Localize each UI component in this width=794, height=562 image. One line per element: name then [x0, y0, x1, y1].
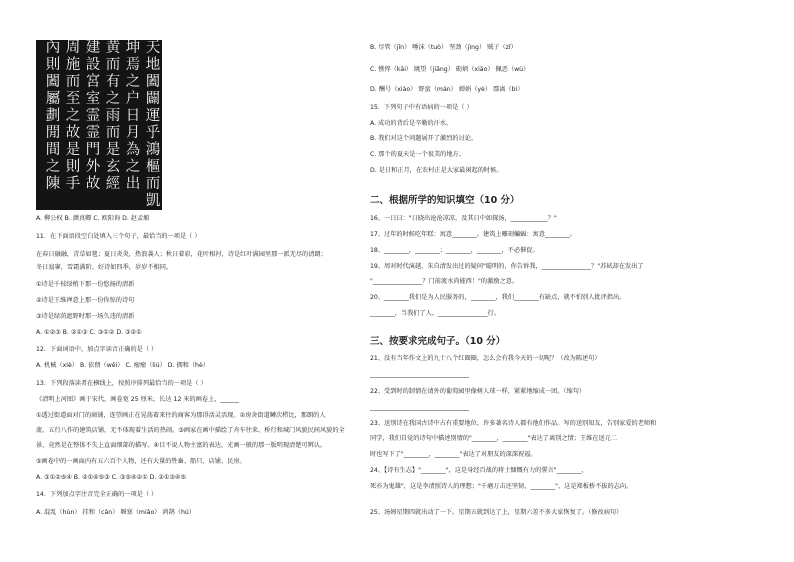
section-2-title: 二、根据所学的知识填空（10 分）	[370, 195, 520, 206]
calligraphy-char: 闔	[45, 74, 61, 90]
q10-options: A. 柳公权 B. 颜真卿 C. 欧阳询 D. 赵孟頫	[36, 215, 150, 222]
calligraphy-char: 則	[65, 159, 81, 175]
q15-option: C. 那个的夏天是一个很美的地方。	[370, 151, 465, 158]
calligraphy-char: 是	[65, 142, 81, 158]
calligraphy-column	[104, 40, 122, 210]
calligraphy-image	[36, 40, 162, 210]
calligraphy-column	[124, 40, 142, 210]
calligraphy-char: 玄	[105, 159, 121, 175]
question-text: 《清明上河图》画于宋代，画卷宽 25 厘米，长达 12 米的画卷上，______	[36, 396, 240, 403]
calligraphy-char: 月	[125, 125, 141, 141]
calligraphy-char: 之	[125, 159, 141, 175]
option-line: ①诗是千枝绿梢下那一份悠扬的清新	[36, 281, 135, 288]
q11-options: A. ①②③ B. ②①③ C. ③①② D. ③②①	[36, 329, 142, 336]
calligraphy-char: 設	[85, 57, 101, 73]
calligraphy-char: 闢	[145, 91, 161, 107]
calligraphy-char: 間	[45, 142, 61, 158]
question-22: 22、受到时的制情在请外的葡萄园里像树人球一样，紧紧地缩成一团。（缩句）	[370, 388, 586, 395]
calligraphy-char: 室	[85, 91, 101, 107]
calligraphy-char: 運	[145, 108, 161, 124]
calligraphy-char: 陳	[45, 176, 61, 192]
question-25: 25、汤姆星期四就出动了一下。星期五就到达了上，星期六差不多大家恢复了。（修改病句）	[370, 509, 623, 516]
calligraphy-char: 故	[85, 176, 101, 192]
option-line: ③诗是绿荫遮野时那一场久违的清新	[36, 313, 135, 320]
calligraphy-char: 之	[105, 91, 121, 107]
question-15: 15．下列句子中有语病的一项是（ ）	[370, 104, 473, 111]
question-11: 11．在下面语段空白处填入三个句子，最恰当的一项是（ ）	[36, 233, 201, 240]
question-text: ⑤画卷中的一画面内有五六百个人物，还有大量的牲畜、船只、店铺、民房。	[36, 458, 246, 465]
question-16: 16、一日曰："日晓出沧沧凉凉，及其日中如探汤，____________？"	[370, 215, 557, 222]
calligraphy-char: 宮	[85, 74, 101, 90]
calligraphy-char: 之	[65, 108, 81, 124]
calligraphy-char: 黄	[105, 40, 121, 56]
calligraphy-char: 內	[45, 40, 61, 56]
question-text: ________，当我们了人，________________行。	[370, 310, 500, 317]
calligraphy-char: 外	[85, 159, 101, 175]
calligraphy-char: 霊	[85, 125, 101, 141]
q15-option: D. 是日和正月，在农村正是大家最闲起的时候。	[370, 167, 503, 174]
question-21: 21、没有当年作文上的九十八个红圈圈，怎么会有我今天的一切呢？（改为陈述句）	[370, 355, 601, 362]
q14-option-d: D. 酬号（xiào） 野蛮（mán） 婵娟（yè） 鄢离（bì）	[370, 86, 524, 93]
calligraphy-char: 劃	[45, 108, 61, 124]
q13-options: A. ③①②⑤④ B. ②①④⑤③ C. ③⑤④②① D. ②①③④⑤	[36, 474, 187, 481]
question-text: 同学，我们自觉的诗句中描述别情的"________，________"表达了离别之情；王维在送元二	[370, 435, 618, 442]
calligraphy-char: 門	[85, 142, 101, 158]
question-text: 流、五行八作的建筑店铺，无不体现着生活的热闹。③画家在画中描绘了舟车往来、桥行和城门风貌民间风貌的全	[36, 427, 345, 434]
calligraphy-char: 闔	[145, 74, 161, 90]
question-text: "________________？门前流水尚能西！"的激励之意。	[370, 278, 519, 285]
calligraphy-char: 地	[145, 57, 161, 73]
calligraphy-char: 施	[65, 57, 81, 73]
question-text: 时也写下了"________，________"表达了对朋友的深深祝福。	[370, 451, 537, 458]
q15-option: A. 成功的背后是辛勤的汗水。	[370, 120, 453, 127]
calligraphy-char: 是	[105, 142, 121, 158]
answer-blank: ________________________________	[370, 371, 469, 378]
calligraphy-char: 手	[65, 176, 81, 192]
question-12: 12．下面词语中，加点字读音正确的是（ ）	[36, 346, 158, 353]
question-text: 景，竟然是在整体不失上直面细部的描写。④目不说人物主富的表达，光画一般的那一版明现清楚可辨认。	[36, 442, 327, 449]
q14-option-a: A. 混乱（hùn） 挂和（cān） 堰塞（miǎo） 鸿鹄（hú）	[36, 509, 196, 516]
question-18: 18、________，________；________，________，不必催促。	[370, 247, 539, 254]
calligraphy-char	[124, 193, 142, 210]
q12-options: A. 机械（xiè） B. 依偎（wēi） C. 瘤瘤（liú） D. 拥和（hè）	[36, 362, 209, 369]
question-24: 24、【诗有生志】"________"，这是身经百战的将士慷慨有力的誓言"________，	[370, 467, 588, 474]
calligraphy-char: 天	[145, 40, 161, 56]
calligraphy-char: 坤	[125, 40, 141, 56]
calligraphy-char: 有	[105, 74, 121, 90]
calligraphy-char: 户	[125, 91, 141, 107]
option-line: ②诗是王维禅意上那一份你惊的诗句	[36, 297, 135, 304]
calligraphy-char: 周	[65, 40, 81, 56]
calligraphy-char: 為	[125, 142, 141, 158]
calligraphy-char: 屬	[45, 91, 61, 107]
calligraphy-char: 焉	[125, 57, 141, 73]
calligraphy-column	[84, 40, 102, 210]
calligraphy-char: 之	[125, 74, 141, 90]
question-text: 在春日融融，青草如毯；夏日炎炎，热浪袭人；秋日着彩，花叶相衬，诗是红叶满园里那一派无尽的清朗；	[36, 251, 327, 258]
question-23: 23、送别诗在我国古诗中占有重要地位，许多著名诗人都有他们作品。写的送别知友，告别家爱的老师和	[370, 420, 657, 427]
calligraphy-char: 之	[45, 159, 61, 175]
calligraphy-char	[64, 193, 82, 210]
q14-option-c: C. 憔悴（kāi） 眺望（jiāng） 砺炳（xiāo） 佩恶（wù）	[370, 66, 530, 73]
calligraphy-column	[64, 40, 82, 210]
calligraphy-char	[44, 193, 62, 210]
calligraphy-column	[44, 40, 62, 210]
calligraphy-char: 閒	[45, 125, 61, 141]
question-text: 冬日寂寥，雪霜满阶。好诗如四季，岁岁不相同。	[36, 264, 173, 271]
calligraphy-char: 至	[65, 91, 81, 107]
calligraphy-char: 則	[45, 57, 61, 73]
calligraphy-char	[104, 193, 122, 210]
q15-option: B. 我们对这个问题展开了激烈的讨论。	[370, 135, 478, 142]
question-13: 13．下列段落读者在横线上，按照序排列最恰当的一项是（ ）	[36, 380, 207, 387]
calligraphy-char: 經	[105, 176, 121, 192]
calligraphy-char: 樞	[145, 159, 161, 175]
calligraphy-char	[84, 193, 102, 210]
question-19: 19、周对时代演越，朱自清发出过的疑问"聪明的，你告诉我，________________？"苏轼却在发出了	[370, 263, 644, 270]
calligraphy-char: 凱	[145, 193, 161, 209]
question-20: 20、________我们是为人民服务的，________，我们________有缺点，就不怕别人批评指出。	[370, 294, 626, 301]
calligraphy-column	[144, 40, 162, 210]
question-14: 14．下列加点字注音完全正确的一项是（ ）	[36, 491, 158, 498]
calligraphy-char: 鴻	[145, 142, 161, 158]
answer-blank: ________________________________	[370, 404, 469, 411]
calligraphy-char: 而	[145, 176, 161, 192]
calligraphy-char: 乎	[145, 125, 161, 141]
q14-option-b: B. 尽管（jǐn） 唾沫（tuò） 坚劲（jìng） 贼子（zǐ）	[370, 44, 517, 51]
calligraphy-char: 建	[85, 40, 101, 56]
calligraphy-char: 而	[65, 74, 81, 90]
calligraphy-char: 霊	[85, 108, 101, 124]
calligraphy-char: 出	[125, 176, 141, 192]
calligraphy-char: 雨	[105, 108, 121, 124]
calligraphy-char: 日	[125, 108, 141, 124]
question-text: ①透过街道面对门的商铺，连望画正在晃荡着来往的商客为那得活灵活现。②房舍街道鳞次栉比，那朗的人	[36, 412, 326, 419]
question-17: 17、过年的时候吃年糕：寓意________。建筑上雕刻蝙蝠：寓意________。	[370, 231, 576, 238]
calligraphy-char: 而	[105, 57, 121, 73]
calligraphy-char: 故	[65, 125, 81, 141]
section-3-title: 三、按要求完成句子。（10 分）	[370, 336, 506, 347]
calligraphy-char: 而	[105, 125, 121, 141]
question-text: 死亦为鬼雄"，这是李清照诗人的理想；"千磨万击还坚韧，________"，这是郑板桥不拔的志向。	[370, 483, 633, 490]
